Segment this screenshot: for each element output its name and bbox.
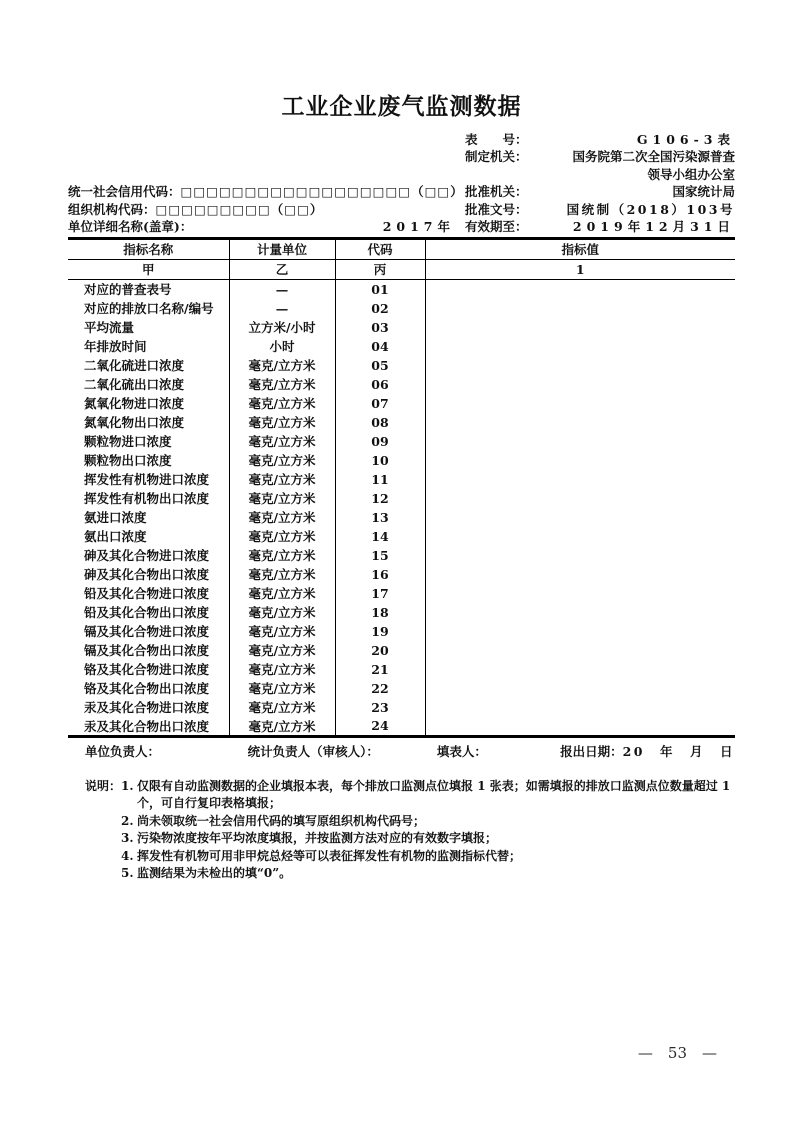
note-text: 挥发性有机物可用非甲烷总烃等可以表征挥发性有机物的监测指标代替； bbox=[137, 848, 522, 863]
indicator-code: 19 bbox=[335, 622, 425, 641]
indicator-code: 09 bbox=[335, 432, 425, 451]
table-row bbox=[68, 546, 735, 565]
indicator-code: 20 bbox=[335, 641, 425, 660]
indicator-code: 11 bbox=[335, 470, 425, 489]
note-text: 尚未领取统一社会信用代码的填写原组织机构代码号； bbox=[137, 813, 426, 828]
col-header-indicator-name: 指标名称 bbox=[68, 239, 229, 260]
table-row bbox=[68, 299, 735, 318]
indicator-name: 二氧化硫进口浓度 bbox=[68, 356, 229, 375]
indicator-name: 对应的排放口名称/编号 bbox=[68, 299, 229, 318]
indicator-value bbox=[425, 489, 735, 508]
table-header-row bbox=[68, 239, 735, 260]
note-number: 5. bbox=[121, 866, 134, 881]
meta-line-unit-name bbox=[68, 218, 735, 236]
indicator-unit: 毫克/立方米 bbox=[229, 375, 335, 394]
indicator-unit: — bbox=[229, 280, 335, 299]
subheader-yi: 乙 bbox=[229, 259, 335, 280]
indicator-unit: 毫克/立方米 bbox=[229, 356, 335, 375]
indicator-unit: 毫克/立方米 bbox=[229, 489, 335, 508]
indicator-name: 镉及其化合物出口浓度 bbox=[68, 641, 229, 660]
approver-label: 批准机关： bbox=[465, 184, 528, 200]
table-row bbox=[68, 679, 735, 698]
indicator-value bbox=[425, 527, 735, 546]
indicator-value bbox=[425, 356, 735, 375]
indicator-value bbox=[425, 641, 735, 660]
indicator-name: 铬及其化合物进口浓度 bbox=[68, 660, 229, 679]
indicator-table-body bbox=[68, 280, 735, 737]
notes-label: 说明： bbox=[85, 778, 122, 793]
indicator-unit: — bbox=[229, 299, 335, 318]
note-item bbox=[121, 830, 735, 848]
page-number-left-dash: — bbox=[637, 1044, 653, 1062]
indicator-code: 10 bbox=[335, 451, 425, 470]
table-row bbox=[68, 356, 735, 375]
credit-code-boxes: □□□□□□□□□□□□□□□□□□（□□） bbox=[180, 184, 464, 200]
signer-row bbox=[68, 740, 735, 763]
indicator-code: 04 bbox=[335, 337, 425, 356]
indicator-unit: 毫克/立方米 bbox=[229, 698, 335, 717]
indicator-unit: 毫克/立方米 bbox=[229, 546, 335, 565]
indicator-unit: 毫克/立方米 bbox=[229, 679, 335, 698]
indicator-unit: 毫克/立方米 bbox=[229, 660, 335, 679]
table-row bbox=[68, 660, 735, 679]
report-date bbox=[560, 742, 735, 760]
notes-section bbox=[68, 778, 735, 884]
indicator-unit: 毫克/立方米 bbox=[229, 413, 335, 432]
indicator-value bbox=[425, 470, 735, 489]
indicator-unit: 毫克/立方米 bbox=[229, 603, 335, 622]
notes-list bbox=[121, 778, 735, 884]
indicator-code: 15 bbox=[335, 546, 425, 565]
report-year: 2017年 bbox=[382, 219, 455, 235]
table-row bbox=[68, 489, 735, 508]
indicator-code: 06 bbox=[335, 375, 425, 394]
valid-until-label: 有效期至： bbox=[465, 219, 528, 235]
note-text: 监测结果为未检出的填“0”。 bbox=[137, 866, 292, 881]
page-number-value: 53 bbox=[667, 1044, 687, 1062]
indicator-name: 砷及其化合物出口浓度 bbox=[68, 565, 229, 584]
indicator-name: 铅及其化合物出口浓度 bbox=[68, 603, 229, 622]
note-text: 污染物浓度按年平均浓度填报，并按监测方法对应的有效数字填报； bbox=[137, 831, 498, 846]
indicator-value bbox=[425, 413, 735, 432]
unit-head-label: 单位负责人： bbox=[85, 744, 161, 759]
table-row bbox=[68, 375, 735, 394]
indicator-value bbox=[425, 622, 735, 641]
maker-value-line1: 国务院第二次全国污染源普查 bbox=[572, 149, 735, 165]
indicator-code: 22 bbox=[335, 679, 425, 698]
maker-value-line2: 领导小组办公室 bbox=[647, 166, 735, 182]
meta-line-org-code bbox=[68, 200, 735, 218]
form-no-value: G106-3表 bbox=[636, 131, 735, 147]
indicator-unit: 毫克/立方米 bbox=[229, 565, 335, 584]
indicator-code: 14 bbox=[335, 527, 425, 546]
indicator-code: 12 bbox=[335, 489, 425, 508]
indicator-value bbox=[425, 299, 735, 318]
unit-name-label: 单位详细名称(盖章)： bbox=[68, 219, 193, 235]
indicator-unit: 小时 bbox=[229, 337, 335, 356]
table-row bbox=[68, 622, 735, 641]
col-header-code: 代码 bbox=[335, 239, 425, 260]
table-row bbox=[68, 603, 735, 622]
note-item bbox=[121, 865, 735, 883]
indicator-value bbox=[425, 337, 735, 356]
valid-until-value: 2019年12月31日 bbox=[572, 219, 735, 235]
indicator-value bbox=[425, 280, 735, 299]
note-number: 2. bbox=[121, 813, 134, 828]
indicator-value bbox=[425, 698, 735, 717]
indicator-unit: 毫克/立方米 bbox=[229, 622, 335, 641]
indicator-unit: 毫克/立方米 bbox=[229, 451, 335, 470]
indicator-name: 氮氧化物进口浓度 bbox=[68, 394, 229, 413]
maker-label: 制定机关： bbox=[465, 149, 528, 165]
indicator-unit: 毫克/立方米 bbox=[229, 641, 335, 660]
indicator-name: 对应的普查表号 bbox=[68, 280, 229, 299]
indicator-name: 砷及其化合物进口浓度 bbox=[68, 546, 229, 565]
org-code-boxes: □□□□□□□□□（□□） bbox=[155, 201, 324, 217]
indicator-value bbox=[425, 375, 735, 394]
subheader-1: 1 bbox=[425, 259, 735, 280]
indicator-name: 镉及其化合物进口浓度 bbox=[68, 622, 229, 641]
note-number: 4. bbox=[121, 848, 134, 863]
indicator-code: 05 bbox=[335, 356, 425, 375]
approver-value: 国家统计局 bbox=[672, 184, 735, 200]
note-number: 3. bbox=[121, 831, 134, 846]
col-header-value: 指标值 bbox=[425, 239, 735, 260]
indicator-code: 13 bbox=[335, 508, 425, 527]
table-row bbox=[68, 432, 735, 451]
note-item bbox=[121, 848, 735, 866]
table-row bbox=[68, 318, 735, 337]
table-row bbox=[68, 641, 735, 660]
table-row bbox=[68, 451, 735, 470]
indicator-code: 18 bbox=[335, 603, 425, 622]
indicator-unit: 立方米/小时 bbox=[229, 318, 335, 337]
form-filler-label: 填表人： bbox=[436, 744, 487, 759]
indicator-value bbox=[425, 546, 735, 565]
org-code-label: 组织机构代码： bbox=[68, 201, 156, 217]
note-text: 仅限有自动监测数据的企业填报本表，每个排放口监测点位填报 1 张表；如需填报的排放口监测点位数量超过 1 个，可自行复印表格填报； bbox=[137, 778, 731, 811]
form-meta bbox=[68, 130, 735, 235]
meta-line-maker2 bbox=[68, 165, 735, 183]
report-date-value: 20 年 月 日 bbox=[622, 744, 735, 759]
stats-head-label: 统计负责人（审核人）： bbox=[247, 744, 379, 759]
indicator-name: 汞及其化合物进口浓度 bbox=[68, 698, 229, 717]
indicator-value bbox=[425, 565, 735, 584]
indicator-value bbox=[425, 679, 735, 698]
indicator-unit: 毫克/立方米 bbox=[229, 717, 335, 737]
indicator-value bbox=[425, 584, 735, 603]
meta-line-credit-code bbox=[68, 183, 735, 201]
table-row bbox=[68, 280, 735, 299]
table-row bbox=[68, 394, 735, 413]
indicator-name: 氨进口浓度 bbox=[68, 508, 229, 527]
indicator-code: 21 bbox=[335, 660, 425, 679]
indicator-name: 铬及其化合物出口浓度 bbox=[68, 679, 229, 698]
table-row bbox=[68, 584, 735, 603]
report-date-label: 报出日期： bbox=[560, 744, 623, 759]
indicator-code: 02 bbox=[335, 299, 425, 318]
note-item bbox=[121, 813, 735, 831]
indicator-code: 07 bbox=[335, 394, 425, 413]
indicator-name: 颗粒物进口浓度 bbox=[68, 432, 229, 451]
indicator-unit: 毫克/立方米 bbox=[229, 432, 335, 451]
indicator-table bbox=[68, 237, 735, 738]
table-row bbox=[68, 698, 735, 717]
indicator-value bbox=[425, 717, 735, 737]
table-row bbox=[68, 337, 735, 356]
indicator-name: 二氧化硫出口浓度 bbox=[68, 375, 229, 394]
indicator-name: 氨出口浓度 bbox=[68, 527, 229, 546]
subheader-bing: 丙 bbox=[335, 259, 425, 280]
table-row bbox=[68, 470, 735, 489]
table-row bbox=[68, 565, 735, 584]
indicator-unit: 毫克/立方米 bbox=[229, 470, 335, 489]
indicator-code: 24 bbox=[335, 717, 425, 737]
approval-no-label: 批准文号： bbox=[465, 201, 528, 217]
form-title: 工业企业废气监测数据 bbox=[281, 93, 522, 120]
table-row bbox=[68, 413, 735, 432]
meta-line-form-no bbox=[68, 130, 735, 148]
form-no-label: 表 号： bbox=[465, 131, 528, 147]
credit-code-label: 统一社会信用代码： bbox=[68, 184, 181, 200]
indicator-name: 挥发性有机物进口浓度 bbox=[68, 470, 229, 489]
indicator-value bbox=[425, 451, 735, 470]
indicator-name: 平均流量 bbox=[68, 318, 229, 337]
indicator-unit: 毫克/立方米 bbox=[229, 508, 335, 527]
indicator-code: 16 bbox=[335, 565, 425, 584]
indicator-value bbox=[425, 603, 735, 622]
table-row bbox=[68, 717, 735, 737]
indicator-value bbox=[425, 394, 735, 413]
indicator-name: 颗粒物出口浓度 bbox=[68, 451, 229, 470]
table-row bbox=[68, 508, 735, 527]
meta-line-maker bbox=[68, 148, 735, 166]
indicator-value bbox=[425, 508, 735, 527]
table-row bbox=[68, 527, 735, 546]
indicator-name: 铅及其化合物进口浓度 bbox=[68, 584, 229, 603]
note-item bbox=[121, 778, 735, 813]
indicator-code: 03 bbox=[335, 318, 425, 337]
page-number-right-dash: — bbox=[702, 1044, 717, 1062]
subheader-jia: 甲 bbox=[68, 259, 229, 280]
col-header-unit: 计量单位 bbox=[229, 239, 335, 260]
note-number: 1. bbox=[121, 778, 134, 793]
form-content bbox=[68, 0, 735, 883]
indicator-value bbox=[425, 432, 735, 451]
indicator-code: 17 bbox=[335, 584, 425, 603]
indicator-unit: 毫克/立方米 bbox=[229, 394, 335, 413]
indicator-code: 08 bbox=[335, 413, 425, 432]
approval-no-value: 国统制（2018）103号 bbox=[566, 201, 735, 217]
indicator-name: 汞及其化合物出口浓度 bbox=[68, 717, 229, 737]
table-subheader-row bbox=[68, 259, 735, 280]
indicator-value bbox=[425, 318, 735, 337]
indicator-code: 23 bbox=[335, 698, 425, 717]
indicator-unit: 毫克/立方米 bbox=[229, 527, 335, 546]
page-number bbox=[638, 1044, 717, 1062]
indicator-code: 01 bbox=[335, 280, 425, 299]
indicator-name: 氮氧化物出口浓度 bbox=[68, 413, 229, 432]
indicator-name: 年排放时间 bbox=[68, 337, 229, 356]
indicator-name: 挥发性有机物出口浓度 bbox=[68, 489, 229, 508]
indicator-value bbox=[425, 660, 735, 679]
indicator-unit: 毫克/立方米 bbox=[229, 584, 335, 603]
